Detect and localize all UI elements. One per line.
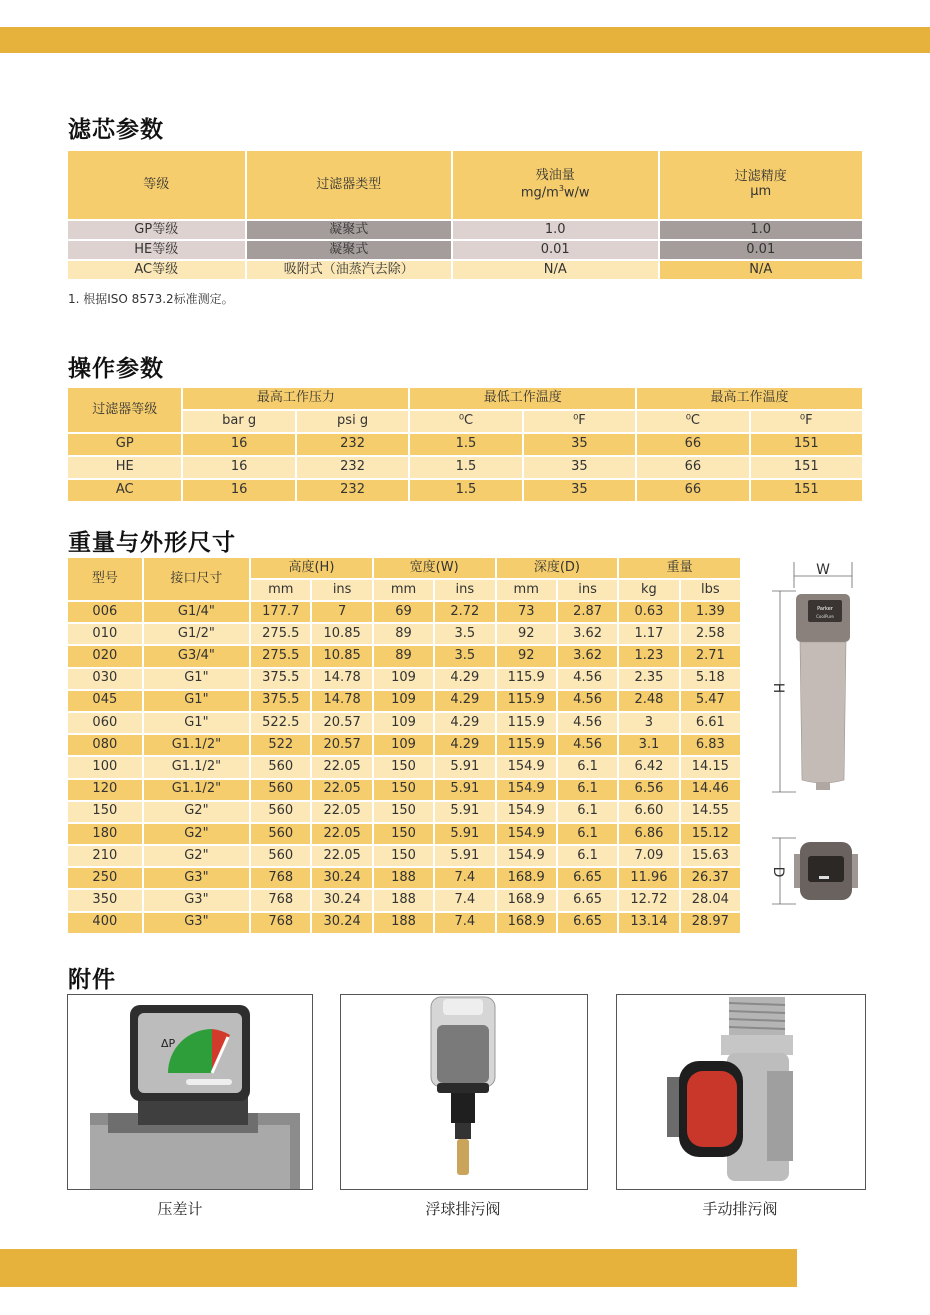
header-weight: 重量 xyxy=(619,558,740,578)
cell-grade: HE xyxy=(68,457,181,478)
table-row xyxy=(68,261,862,279)
cell-value: 3.62 xyxy=(558,646,617,666)
cell-value: 16 xyxy=(183,457,294,478)
cell-value: 22.05 xyxy=(312,846,371,866)
cell-type: 凝聚式 xyxy=(247,221,451,239)
table-row xyxy=(68,669,740,689)
cell-port: G3" xyxy=(144,868,249,888)
table-row xyxy=(68,780,740,800)
header-depth: 深度(D) xyxy=(497,558,618,578)
cell-precision: N/A xyxy=(660,261,862,279)
header-oil-unit: mg/m xyxy=(520,185,559,201)
cell-value: 66 xyxy=(637,457,748,478)
cell-precision: 0.01 xyxy=(660,241,862,259)
cell-value: 4.56 xyxy=(558,735,617,755)
cell-value: 232 xyxy=(297,434,408,455)
cell-value: 109 xyxy=(374,713,433,733)
gauge-label: ΔP xyxy=(161,1037,176,1050)
op-params-title: 操作参数 xyxy=(68,356,164,382)
op-params-table xyxy=(66,386,864,503)
cell-value: 7.4 xyxy=(435,868,494,888)
cell-port: G1" xyxy=(144,691,249,711)
cell-oil: N/A xyxy=(453,261,658,279)
cell-value: 89 xyxy=(374,646,433,666)
unit-cell: mm xyxy=(374,580,433,600)
cell-value: 4.29 xyxy=(435,691,494,711)
unit-cell: ins xyxy=(312,580,371,600)
cell-value: 151 xyxy=(751,480,862,501)
cell-model: 120 xyxy=(68,780,142,800)
unit-cell: kg xyxy=(619,580,678,600)
cell-value: 768 xyxy=(251,890,310,910)
cell-port: G1" xyxy=(144,669,249,689)
cell-value: 115.9 xyxy=(497,669,556,689)
cell-grade: GP xyxy=(68,434,181,455)
cell-value: 188 xyxy=(374,868,433,888)
brand-label: Parker xyxy=(817,606,833,612)
cell-value: 5.91 xyxy=(435,780,494,800)
cell-value: 115.9 xyxy=(497,691,556,711)
cell-value: 6.61 xyxy=(681,713,740,733)
cell-port: G1.1/2" xyxy=(144,757,249,777)
header-precision-unit: μm xyxy=(750,184,772,199)
cell-model: 250 xyxy=(68,868,142,888)
cell-value: 4.29 xyxy=(435,713,494,733)
dims-title: 重量与外形尺寸 xyxy=(68,530,236,556)
cell-value: 275.5 xyxy=(251,624,310,644)
unit-cell: bar g xyxy=(183,411,294,432)
table-row xyxy=(68,913,740,933)
table-row xyxy=(68,846,740,866)
cell-value: 150 xyxy=(374,757,433,777)
cell-value: 6.42 xyxy=(619,757,678,777)
cell-port: G2" xyxy=(144,802,249,822)
cell-port: G1.1/2" xyxy=(144,735,249,755)
cell-value: 375.5 xyxy=(251,691,310,711)
cell-model: 180 xyxy=(68,824,142,844)
cell-model: 030 xyxy=(68,669,142,689)
cell-value: 3.5 xyxy=(435,646,494,666)
cell-value: 6.86 xyxy=(619,824,678,844)
cell-value: 2.87 xyxy=(558,602,617,622)
unit-cell: mm xyxy=(497,580,556,600)
cell-value: 177.7 xyxy=(251,602,310,622)
cell-port: G3" xyxy=(144,913,249,933)
cell-value: 92 xyxy=(497,646,556,666)
cell-value: 115.9 xyxy=(497,713,556,733)
cell-value: 66 xyxy=(637,434,748,455)
depth-label: D xyxy=(770,866,786,878)
header-precision xyxy=(660,151,862,219)
differential-pressure-gauge-photo xyxy=(67,994,313,1190)
unit-cell: ins xyxy=(435,580,494,600)
cell-grade: AC等级 xyxy=(68,261,245,279)
cell-value: 5.91 xyxy=(435,824,494,844)
cell-value: 6.1 xyxy=(558,780,617,800)
cell-value: 375.5 xyxy=(251,669,310,689)
cell-value: 4.56 xyxy=(558,713,617,733)
table-row xyxy=(68,624,740,644)
cell-value: 20.57 xyxy=(312,735,371,755)
cell-value: 4.29 xyxy=(435,669,494,689)
cell-model: 020 xyxy=(68,646,142,666)
cell-value: 5.91 xyxy=(435,846,494,866)
cell-value: 89 xyxy=(374,624,433,644)
cell-value: 109 xyxy=(374,691,433,711)
cell-value: 30.24 xyxy=(312,913,371,933)
cell-oil: 0.01 xyxy=(453,241,658,259)
table-row xyxy=(68,868,740,888)
accessory-caption: 手动排污阀 xyxy=(702,1200,778,1218)
header-oil xyxy=(453,151,658,219)
header-grade: 过滤器等级 xyxy=(68,388,181,432)
header-oil-unit-tail: w/w xyxy=(563,185,590,201)
header-oil-label: 残油量 xyxy=(535,167,575,183)
cell-value: 6.1 xyxy=(558,802,617,822)
cell-value: 13.14 xyxy=(619,913,678,933)
table-row xyxy=(68,241,862,259)
float-drain-valve-photo xyxy=(340,994,588,1190)
cell-value: 2.48 xyxy=(619,691,678,711)
cell-value: 109 xyxy=(374,735,433,755)
cell-value: 150 xyxy=(374,802,433,822)
cell-value: 151 xyxy=(751,457,862,478)
unit-cell: ⁰F xyxy=(524,411,635,432)
bottom-accent-bar xyxy=(0,1249,797,1287)
cell-value: 14.78 xyxy=(312,691,371,711)
cell-value: 5.91 xyxy=(435,802,494,822)
cell-value: 10.85 xyxy=(312,646,371,666)
table-row xyxy=(68,824,740,844)
unit-cell: ⁰F xyxy=(751,411,862,432)
cell-value: 7 xyxy=(312,602,371,622)
filter-params-table xyxy=(66,149,864,281)
cell-value: 14.15 xyxy=(681,757,740,777)
cell-port: G2" xyxy=(144,824,249,844)
cell-value: 6.1 xyxy=(558,757,617,777)
cell-value: 3.1 xyxy=(619,735,678,755)
cell-value: 115.9 xyxy=(497,735,556,755)
cell-value: 188 xyxy=(374,890,433,910)
cell-value: 20.57 xyxy=(312,713,371,733)
accessory-caption: 压差计 xyxy=(157,1200,203,1218)
table-row xyxy=(68,802,740,822)
cell-value: 10.85 xyxy=(312,624,371,644)
unit-cell: ⁰C xyxy=(410,411,521,432)
cell-value: 154.9 xyxy=(497,802,556,822)
cell-model: 080 xyxy=(68,735,142,755)
unit-cell: psi g xyxy=(297,411,408,432)
cell-value: 16 xyxy=(183,434,294,455)
table-row xyxy=(68,221,862,239)
cell-value: 35 xyxy=(524,434,635,455)
height-label: H xyxy=(770,682,786,694)
cell-grade: GP等级 xyxy=(68,221,245,239)
cell-value: 1.5 xyxy=(410,480,521,501)
cell-value: 1.5 xyxy=(410,457,521,478)
differential-pressure-gauge-icon xyxy=(68,995,312,1189)
cell-port: G1" xyxy=(144,713,249,733)
cell-value: 2.71 xyxy=(681,646,740,666)
cell-value: 6.65 xyxy=(558,890,617,910)
unit-cell: lbs xyxy=(681,580,740,600)
cell-value: 3.5 xyxy=(435,624,494,644)
cell-value: 22.05 xyxy=(312,780,371,800)
cell-value: 168.9 xyxy=(497,868,556,888)
cell-model: 010 xyxy=(68,624,142,644)
cell-port: G1.1/2" xyxy=(144,780,249,800)
cell-value: 22.05 xyxy=(312,802,371,822)
table-row xyxy=(68,890,740,910)
table-row xyxy=(68,480,862,501)
cell-value: 7.4 xyxy=(435,913,494,933)
cell-value: 6.60 xyxy=(619,802,678,822)
cell-value: 522 xyxy=(251,735,310,755)
table-row xyxy=(68,691,740,711)
cell-value: 14.46 xyxy=(681,780,740,800)
cell-value: 92 xyxy=(497,624,556,644)
cell-value: 15.12 xyxy=(681,824,740,844)
cell-value: 26.37 xyxy=(681,868,740,888)
cell-value: 2.58 xyxy=(681,624,740,644)
cell-value: 154.9 xyxy=(497,780,556,800)
cell-value: 66 xyxy=(637,480,748,501)
manual-drain-valve-photo xyxy=(616,994,866,1190)
cell-value: 28.04 xyxy=(681,890,740,910)
cell-oil: 1.0 xyxy=(453,221,658,239)
filter-dimension-diagram xyxy=(766,558,866,908)
cell-model: 210 xyxy=(68,846,142,866)
cell-value: 109 xyxy=(374,669,433,689)
cell-model: 045 xyxy=(68,691,142,711)
cell-port: G3/4" xyxy=(144,646,249,666)
cell-value: 6.83 xyxy=(681,735,740,755)
cell-port: G1/2" xyxy=(144,624,249,644)
cell-value: 6.65 xyxy=(558,868,617,888)
dims-table xyxy=(66,556,742,935)
footnote: 1. 根据ISO 8573.2标准测定。 xyxy=(68,292,234,306)
cell-model: 060 xyxy=(68,713,142,733)
cell-value: 560 xyxy=(251,780,310,800)
cell-value: 28.97 xyxy=(681,913,740,933)
cell-value: 4.56 xyxy=(558,691,617,711)
cell-type: 吸附式（油蒸汽去除） xyxy=(247,261,451,279)
cell-model: 100 xyxy=(68,757,142,777)
cell-value: 154.9 xyxy=(497,757,556,777)
cell-value: 232 xyxy=(297,457,408,478)
cell-value: 35 xyxy=(524,480,635,501)
cell-value: 3.62 xyxy=(558,624,617,644)
cell-value: 2.35 xyxy=(619,669,678,689)
unit-cell: ins xyxy=(558,580,617,600)
cell-value: 560 xyxy=(251,846,310,866)
cell-value: 4.29 xyxy=(435,735,494,755)
accessories-title: 附件 xyxy=(68,967,116,993)
cell-model: 350 xyxy=(68,890,142,910)
cell-value: 22.05 xyxy=(312,824,371,844)
cell-value: 6.1 xyxy=(558,824,617,844)
cell-value: 150 xyxy=(374,846,433,866)
cell-value: 5.47 xyxy=(681,691,740,711)
cell-value: 30.24 xyxy=(312,890,371,910)
cell-value: 1.23 xyxy=(619,646,678,666)
cell-value: 560 xyxy=(251,802,310,822)
header-type: 过滤器类型 xyxy=(247,151,451,219)
header-min-temp: 最低工作温度 xyxy=(410,388,635,409)
cell-value: 69 xyxy=(374,602,433,622)
cell-value: 1.5 xyxy=(410,434,521,455)
table-row xyxy=(68,646,740,666)
filter-bowl xyxy=(800,642,846,783)
cell-value: 6.1 xyxy=(558,846,617,866)
header-max-temp: 最高工作温度 xyxy=(637,388,862,409)
header-precision-label: 过滤精度 xyxy=(734,169,787,185)
cell-port: G2" xyxy=(144,846,249,866)
model-label: CoolPure xyxy=(816,614,834,619)
cell-value: 150 xyxy=(374,780,433,800)
cell-model: 006 xyxy=(68,602,142,622)
cell-value: 30.24 xyxy=(312,868,371,888)
cell-value: 5.91 xyxy=(435,757,494,777)
table-row xyxy=(68,735,740,755)
cell-value: 1.39 xyxy=(681,602,740,622)
cell-value: 151 xyxy=(751,434,862,455)
header-model: 型号 xyxy=(68,558,142,600)
header-port: 接口尺寸 xyxy=(144,558,249,600)
unit-cell: ⁰C xyxy=(637,411,748,432)
cell-model: 150 xyxy=(68,802,142,822)
cell-value: 150 xyxy=(374,824,433,844)
header-width: 宽度(W) xyxy=(374,558,495,578)
header-max-pressure: 最高工作压力 xyxy=(183,388,408,409)
cell-type: 凝聚式 xyxy=(247,241,451,259)
width-label: W xyxy=(816,562,830,578)
cell-value: 168.9 xyxy=(497,890,556,910)
table-row xyxy=(68,434,862,455)
cell-value: 188 xyxy=(374,913,433,933)
cell-value: 1.17 xyxy=(619,624,678,644)
cell-value: 7.09 xyxy=(619,846,678,866)
cell-value: 768 xyxy=(251,913,310,933)
cell-value: 35 xyxy=(524,457,635,478)
cell-value: 0.63 xyxy=(619,602,678,622)
header-grade: 等级 xyxy=(68,151,245,219)
cell-model: 400 xyxy=(68,913,142,933)
cell-value: 168.9 xyxy=(497,913,556,933)
header-height: 高度(H) xyxy=(251,558,372,578)
cell-value: 522.5 xyxy=(251,713,310,733)
cell-value: 6.65 xyxy=(558,913,617,933)
cell-value: 22.05 xyxy=(312,757,371,777)
accessory-caption: 浮球排污阀 xyxy=(425,1200,501,1218)
filter-params-title: 滤芯参数 xyxy=(68,117,164,143)
header-oil-unit-sup: 3 xyxy=(558,183,564,193)
table-row xyxy=(68,602,740,622)
cell-value: 12.72 xyxy=(619,890,678,910)
cell-value: 2.72 xyxy=(435,602,494,622)
cell-value: 560 xyxy=(251,824,310,844)
cell-value: 154.9 xyxy=(497,846,556,866)
cell-value: 275.5 xyxy=(251,646,310,666)
float-drain-valve-icon xyxy=(341,995,587,1189)
cell-value: 560 xyxy=(251,757,310,777)
table-row xyxy=(68,757,740,777)
cell-value: 154.9 xyxy=(497,824,556,844)
cell-value: 6.56 xyxy=(619,780,678,800)
cell-value: 4.56 xyxy=(558,669,617,689)
manual-drain-valve-icon xyxy=(617,995,865,1189)
cell-grade: AC xyxy=(68,480,181,501)
cell-precision: 1.0 xyxy=(660,221,862,239)
cell-value: 73 xyxy=(497,602,556,622)
cell-port: G1/4" xyxy=(144,602,249,622)
top-accent-bar xyxy=(0,27,930,53)
unit-cell: mm xyxy=(251,580,310,600)
cell-port: G3" xyxy=(144,890,249,910)
cell-value: 14.55 xyxy=(681,802,740,822)
cell-value: 232 xyxy=(297,480,408,501)
table-row xyxy=(68,713,740,733)
cell-grade: HE等级 xyxy=(68,241,245,259)
cell-value: 14.78 xyxy=(312,669,371,689)
cell-value: 15.63 xyxy=(681,846,740,866)
table-row xyxy=(68,457,862,478)
cell-value: 16 xyxy=(183,480,294,501)
cell-value: 3 xyxy=(619,713,678,733)
cell-value: 5.18 xyxy=(681,669,740,689)
cell-value: 768 xyxy=(251,868,310,888)
cell-value: 7.4 xyxy=(435,890,494,910)
cell-value: 11.96 xyxy=(619,868,678,888)
